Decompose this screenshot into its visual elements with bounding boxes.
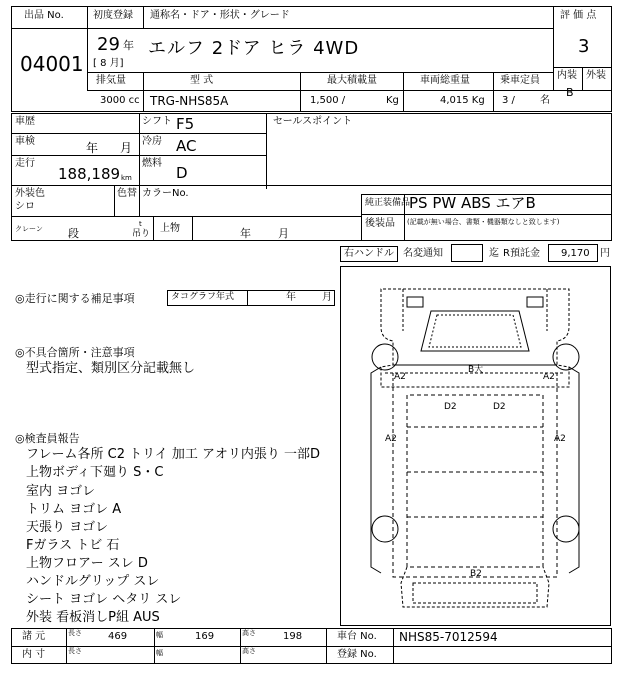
crane-label: クレーン — [15, 225, 43, 233]
aftermarket-note: (記載が無い場合、書類・機器類なしと致します) — [407, 218, 560, 226]
fuel-value: D — [176, 164, 188, 182]
mark-a2-right-top: A2 — [543, 372, 555, 382]
lot-label: 出品 No. — [24, 10, 64, 21]
yen-label: 円 — [600, 248, 610, 259]
inspector-heading: ◎検査員報告 — [15, 432, 80, 445]
shift-value: F5 — [176, 115, 195, 133]
equipment-label: 純正装備品 — [365, 198, 411, 208]
max-load-unit: Kg — [386, 95, 399, 106]
first-reg-month: [ 8 月] — [93, 58, 124, 69]
inspector-line: ハンドルグリップ スレ — [26, 574, 160, 589]
inner-height-label: 高さ — [242, 647, 256, 655]
max-load-label: 最大積載量 — [327, 75, 377, 86]
name-change-box — [451, 244, 483, 262]
inner-dims-label: 内 寸 — [22, 649, 46, 660]
inspector-line: 天張り ヨゴレ — [26, 520, 109, 535]
inspection-month: 月 — [120, 141, 133, 155]
recycle-label: R預託金 — [503, 248, 540, 259]
height-value: 198 — [283, 631, 303, 642]
score-value: 3 — [578, 36, 590, 57]
mileage-value: 188,189 — [58, 165, 121, 183]
steering-value: 右ハンドル — [344, 248, 394, 259]
mark-b2: B2 — [470, 569, 482, 579]
displacement-value: 3000 cc — [100, 95, 140, 106]
interior-grade: B — [566, 86, 574, 99]
inspector-line: 外装 看板消しP組 AUS — [26, 610, 160, 625]
model-value: TRG-NHS85A — [150, 94, 229, 108]
capacity-unit: 名 — [540, 95, 550, 106]
mark-a2-left-top: A2 — [394, 372, 406, 382]
tachograph-label: タコグラフ年式 — [171, 292, 235, 302]
interior-label: 内装 — [557, 70, 577, 81]
ac-label: 冷房 — [142, 136, 162, 147]
sales-point-label: セールスポイント — [273, 116, 353, 127]
bed-label: 上物 — [160, 223, 180, 234]
mark-a2-right-mid: A2 — [554, 434, 566, 444]
first-reg-label: 初度登録 — [93, 10, 133, 21]
mark-d2-left: D2 — [444, 402, 457, 412]
driving-heading: ◎走行に関する補足事項 — [15, 292, 135, 305]
crane-suspend: 吊り — [132, 229, 151, 239]
ac-value: AC — [176, 137, 197, 155]
defect-heading: ◎不具合箇所・注意事項 — [15, 346, 135, 359]
first-reg-year: 29 — [97, 34, 120, 55]
crane-ton: t — [139, 220, 142, 228]
exterior-label: 外装 — [586, 70, 606, 81]
capacity-label: 乗車定員 — [500, 75, 540, 86]
dims-label: 諸 元 — [22, 631, 46, 642]
car-name-label: 通称名・ドア・形状・グレード — [150, 10, 290, 21]
mark-a2-left-mid: A2 — [385, 434, 397, 444]
deadline-label: 迄 — [489, 248, 499, 259]
name-change-label: 名変通知 — [403, 248, 443, 259]
aftermarket-label: 後装品 — [365, 218, 395, 229]
color-code-label: 色替 — [117, 188, 137, 199]
equipment-value: PS PW ABS エアB — [409, 194, 536, 212]
color-value: シロ — [15, 201, 35, 212]
damage-diagram — [340, 266, 611, 626]
mileage-label: 走行 — [15, 158, 35, 169]
inner-length-label: 長さ — [68, 647, 82, 655]
score-label: 評 価 点 — [560, 10, 597, 21]
max-load-value: 1,500 / — [310, 95, 346, 106]
capacity-value: 3 / — [502, 95, 515, 106]
lot-number: 04001 — [20, 52, 84, 76]
color-label: 外装色 — [15, 188, 45, 199]
height-label: 高さ — [242, 629, 256, 637]
recycle-fee: 9,170 — [561, 248, 590, 259]
model-label: 型 式 — [190, 75, 214, 86]
tacho-month: 月 — [322, 292, 332, 303]
length-label: 長さ — [68, 629, 82, 637]
inner-width-label: 幅 — [156, 649, 163, 657]
history-label: 車歴 — [15, 116, 35, 127]
inspector-line: Fガラス トビ 石 — [26, 538, 120, 553]
mark-d2-right: D2 — [493, 402, 506, 412]
inspector-line: フレーム各所 C2 トリイ 加工 アオリ内張り 一部D — [26, 447, 320, 462]
displacement-label: 排気量 — [96, 75, 126, 86]
width-label: 幅 — [156, 631, 163, 639]
inspector-line: トリム ヨゴレ A — [26, 502, 122, 517]
inspector-line: 上物フロアー スレ D — [26, 556, 148, 571]
bed-year: 年 — [240, 227, 251, 240]
color-no-label: カラーNo. — [142, 188, 189, 199]
length-value: 469 — [108, 631, 128, 642]
chassis-label: 車台 No. — [337, 631, 377, 642]
gross-weight-value: 4,015 Kg — [440, 95, 485, 106]
inspector-line: 上物ボディ下廻り S・C — [26, 465, 164, 480]
year-unit: 年 — [123, 39, 134, 52]
width-value: 169 — [195, 631, 215, 642]
gross-weight-label: 車両総重量 — [420, 75, 470, 86]
mileage-unit: km — [121, 174, 132, 182]
registration-label: 登録 No. — [337, 649, 377, 660]
inspection-year: 年 — [86, 141, 99, 155]
tacho-year: 年 — [286, 292, 296, 303]
inspector-line: 室内 ヨゴレ — [26, 484, 96, 499]
bed-month: 月 — [278, 227, 289, 240]
car-name: エルフ 2ドア ヒラ 4WD — [148, 38, 360, 59]
defect-text: 型式指定、類別区分記載無し — [26, 361, 196, 376]
chassis-number: NHS85-7012594 — [399, 630, 498, 644]
mark-b-dai: B大 — [468, 365, 484, 375]
inspector-line: シート ヨゴレ ヘタリ スレ — [26, 592, 182, 607]
crane-stage: 段 — [68, 227, 79, 240]
fuel-label: 燃料 — [142, 158, 162, 169]
shift-label: シフト — [142, 116, 172, 127]
inspection-label: 車検 — [15, 136, 35, 147]
